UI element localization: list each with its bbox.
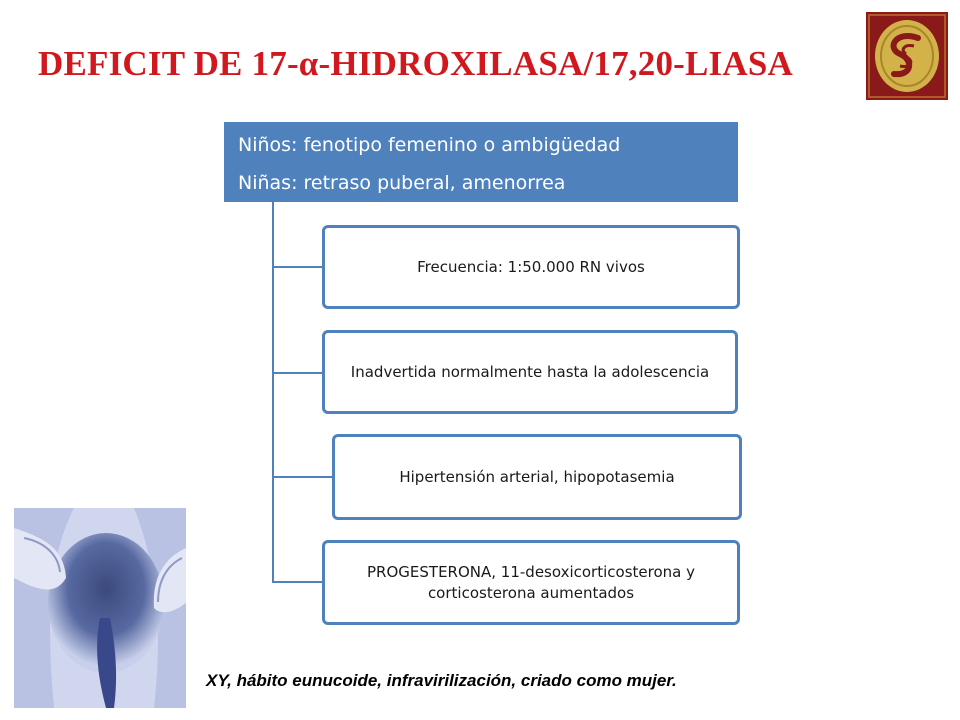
slide-title: DEFICIT DE 17-α-HIDROXILASA/17,20-LIASA — [38, 44, 793, 83]
clinical-photo — [14, 508, 186, 708]
header-box — [224, 122, 738, 202]
tree-connector-vertical — [272, 202, 274, 582]
society-logo-icon — [866, 12, 948, 100]
item-hypertension: Hipertensión arterial, hipopotasemia — [332, 434, 742, 520]
tree-connector-3 — [272, 476, 334, 478]
item-progesterone: PROGESTERONA, 11-desoxicorticosterona y corticosterona aumentados — [322, 540, 740, 625]
tree-connector-2 — [272, 372, 324, 374]
header-line-girls: Niñas: retraso puberal, amenorrea — [238, 172, 566, 194]
tree-connector-1 — [272, 266, 324, 268]
item-frequency: Frecuencia: 1:50.000 RN vivos — [322, 225, 740, 309]
tree-connector-4 — [272, 581, 324, 583]
header-line-boys: Niños: fenotipo femenino o ambigüedad — [238, 134, 621, 156]
item-undetected: Inadvertida normalmente hasta la adolescencia — [322, 330, 738, 414]
photo-caption: XY, hábito eunucoide, infravirilización, criado como mujer. — [206, 671, 677, 690]
